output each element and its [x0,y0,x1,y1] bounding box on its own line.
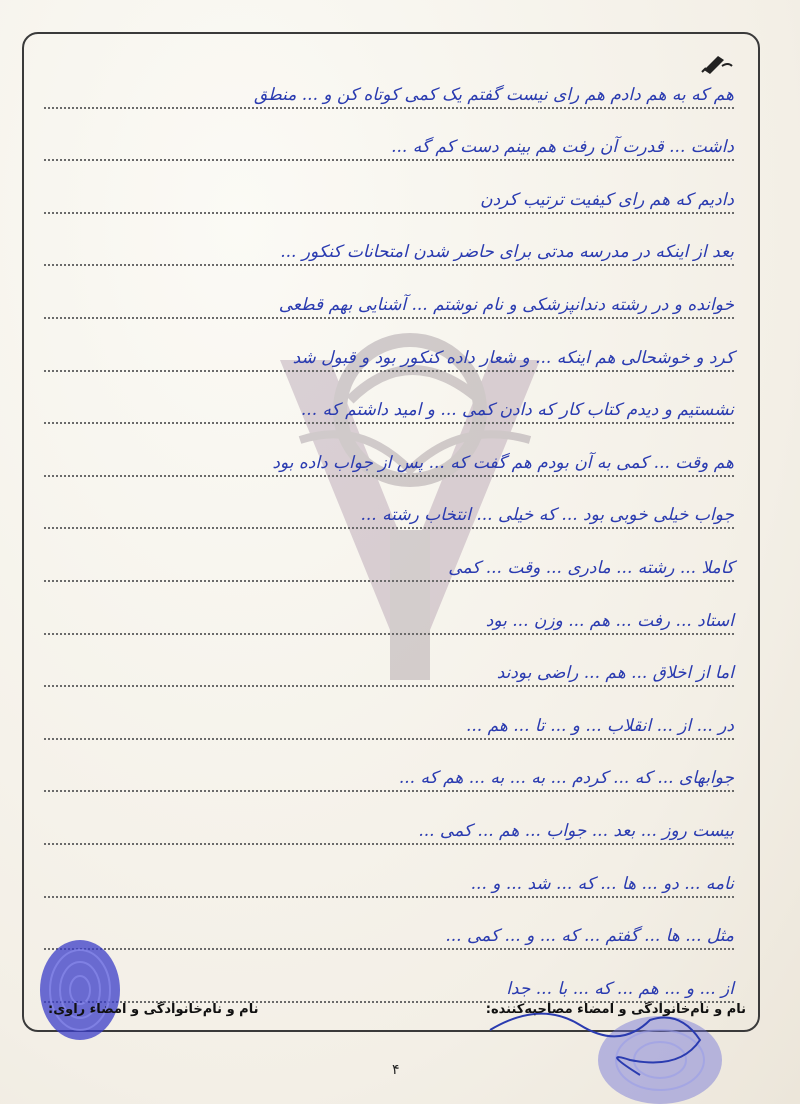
text-line [44,274,734,327]
line-text: از ... و ... هم ... که ... با ... جدا [506,978,734,999]
text-line [44,485,734,538]
line-text: مثل ... ها ... گفتم ... که ... و ... کمی ... [445,926,734,947]
line-text: هم که به هم دادم هم رای نیست گفتم یک کمی کوتاه کن و ... منطق [254,84,734,105]
text-line [44,327,734,380]
text-line [44,432,734,485]
line-text: بعد از اینکه در مدرسه مدتی برای حاضر شدن امتحانات کنکور ... [280,242,734,263]
text-line [44,169,734,222]
text-line [44,222,734,275]
text-line [44,643,734,696]
signature-footer [36,996,746,1026]
text-line [44,853,734,906]
line-text: بیست روز ... بعد ... جواب ... هم ... کمی ... [418,820,734,841]
line-text: اما از اخلاق ... هم ... راضی بودند [496,663,734,684]
line-text: جوابهای ... که ... کردم ... به ... به ... هم که ... [398,768,734,789]
line-text: دادیم که هم رای کیفیت ترتیب کردن [480,189,734,210]
handwritten-lines [44,64,734,1011]
text-line [44,695,734,748]
text-line [44,748,734,801]
line-text: کرد و خوشحالی هم اینکه ... و شعار داده کنکور بود و قبول شد [292,347,734,368]
thumbprint [36,936,124,1044]
line-text: نامه ... دو ... ها ... که ... شد ... و ... [470,873,734,894]
line-text: نشستیم و دیدم کتاب کار که دادن کمی ... و امید داشتم که ... [300,400,734,421]
line-text: کاملا ... رشته ... مادری ... وقت ... کمی [448,557,734,578]
text-line [44,800,734,853]
text-line [44,537,734,590]
interviewer-label: نام و نام‌خانوادگی و امضاء مصاحبه‌کننده: [485,1002,746,1017]
line-text: داشت ... قدرت آن رفت هم بینم دست کم گه ... [391,137,734,158]
page-number: ۴ [392,1062,400,1078]
narrator-label: نام و نام‌خانوادگی و امضاء راوی: [48,1002,259,1017]
text-line [44,64,734,117]
text-line [44,590,734,643]
line-text: جواب خیلی خوبی بود ... که خیلی ... انتخاب رشته ... [360,505,734,526]
line-text: هم وقت ... کمی به آن بودم هم گفت که ... پس از جواب داده بود [272,452,734,473]
line-text: استاد ... رفت ... هم ... وزن ... بود [485,610,734,631]
line-text: در ... از ... انقلاب ... و ... تا ... هم ... [465,715,734,736]
line-text: خوانده و در رشته دندانپزشکی و نام نوشتم ... آشنایی بهم قطعی [278,294,734,315]
text-line [44,906,734,959]
text-line [44,380,734,433]
text-line [44,117,734,170]
